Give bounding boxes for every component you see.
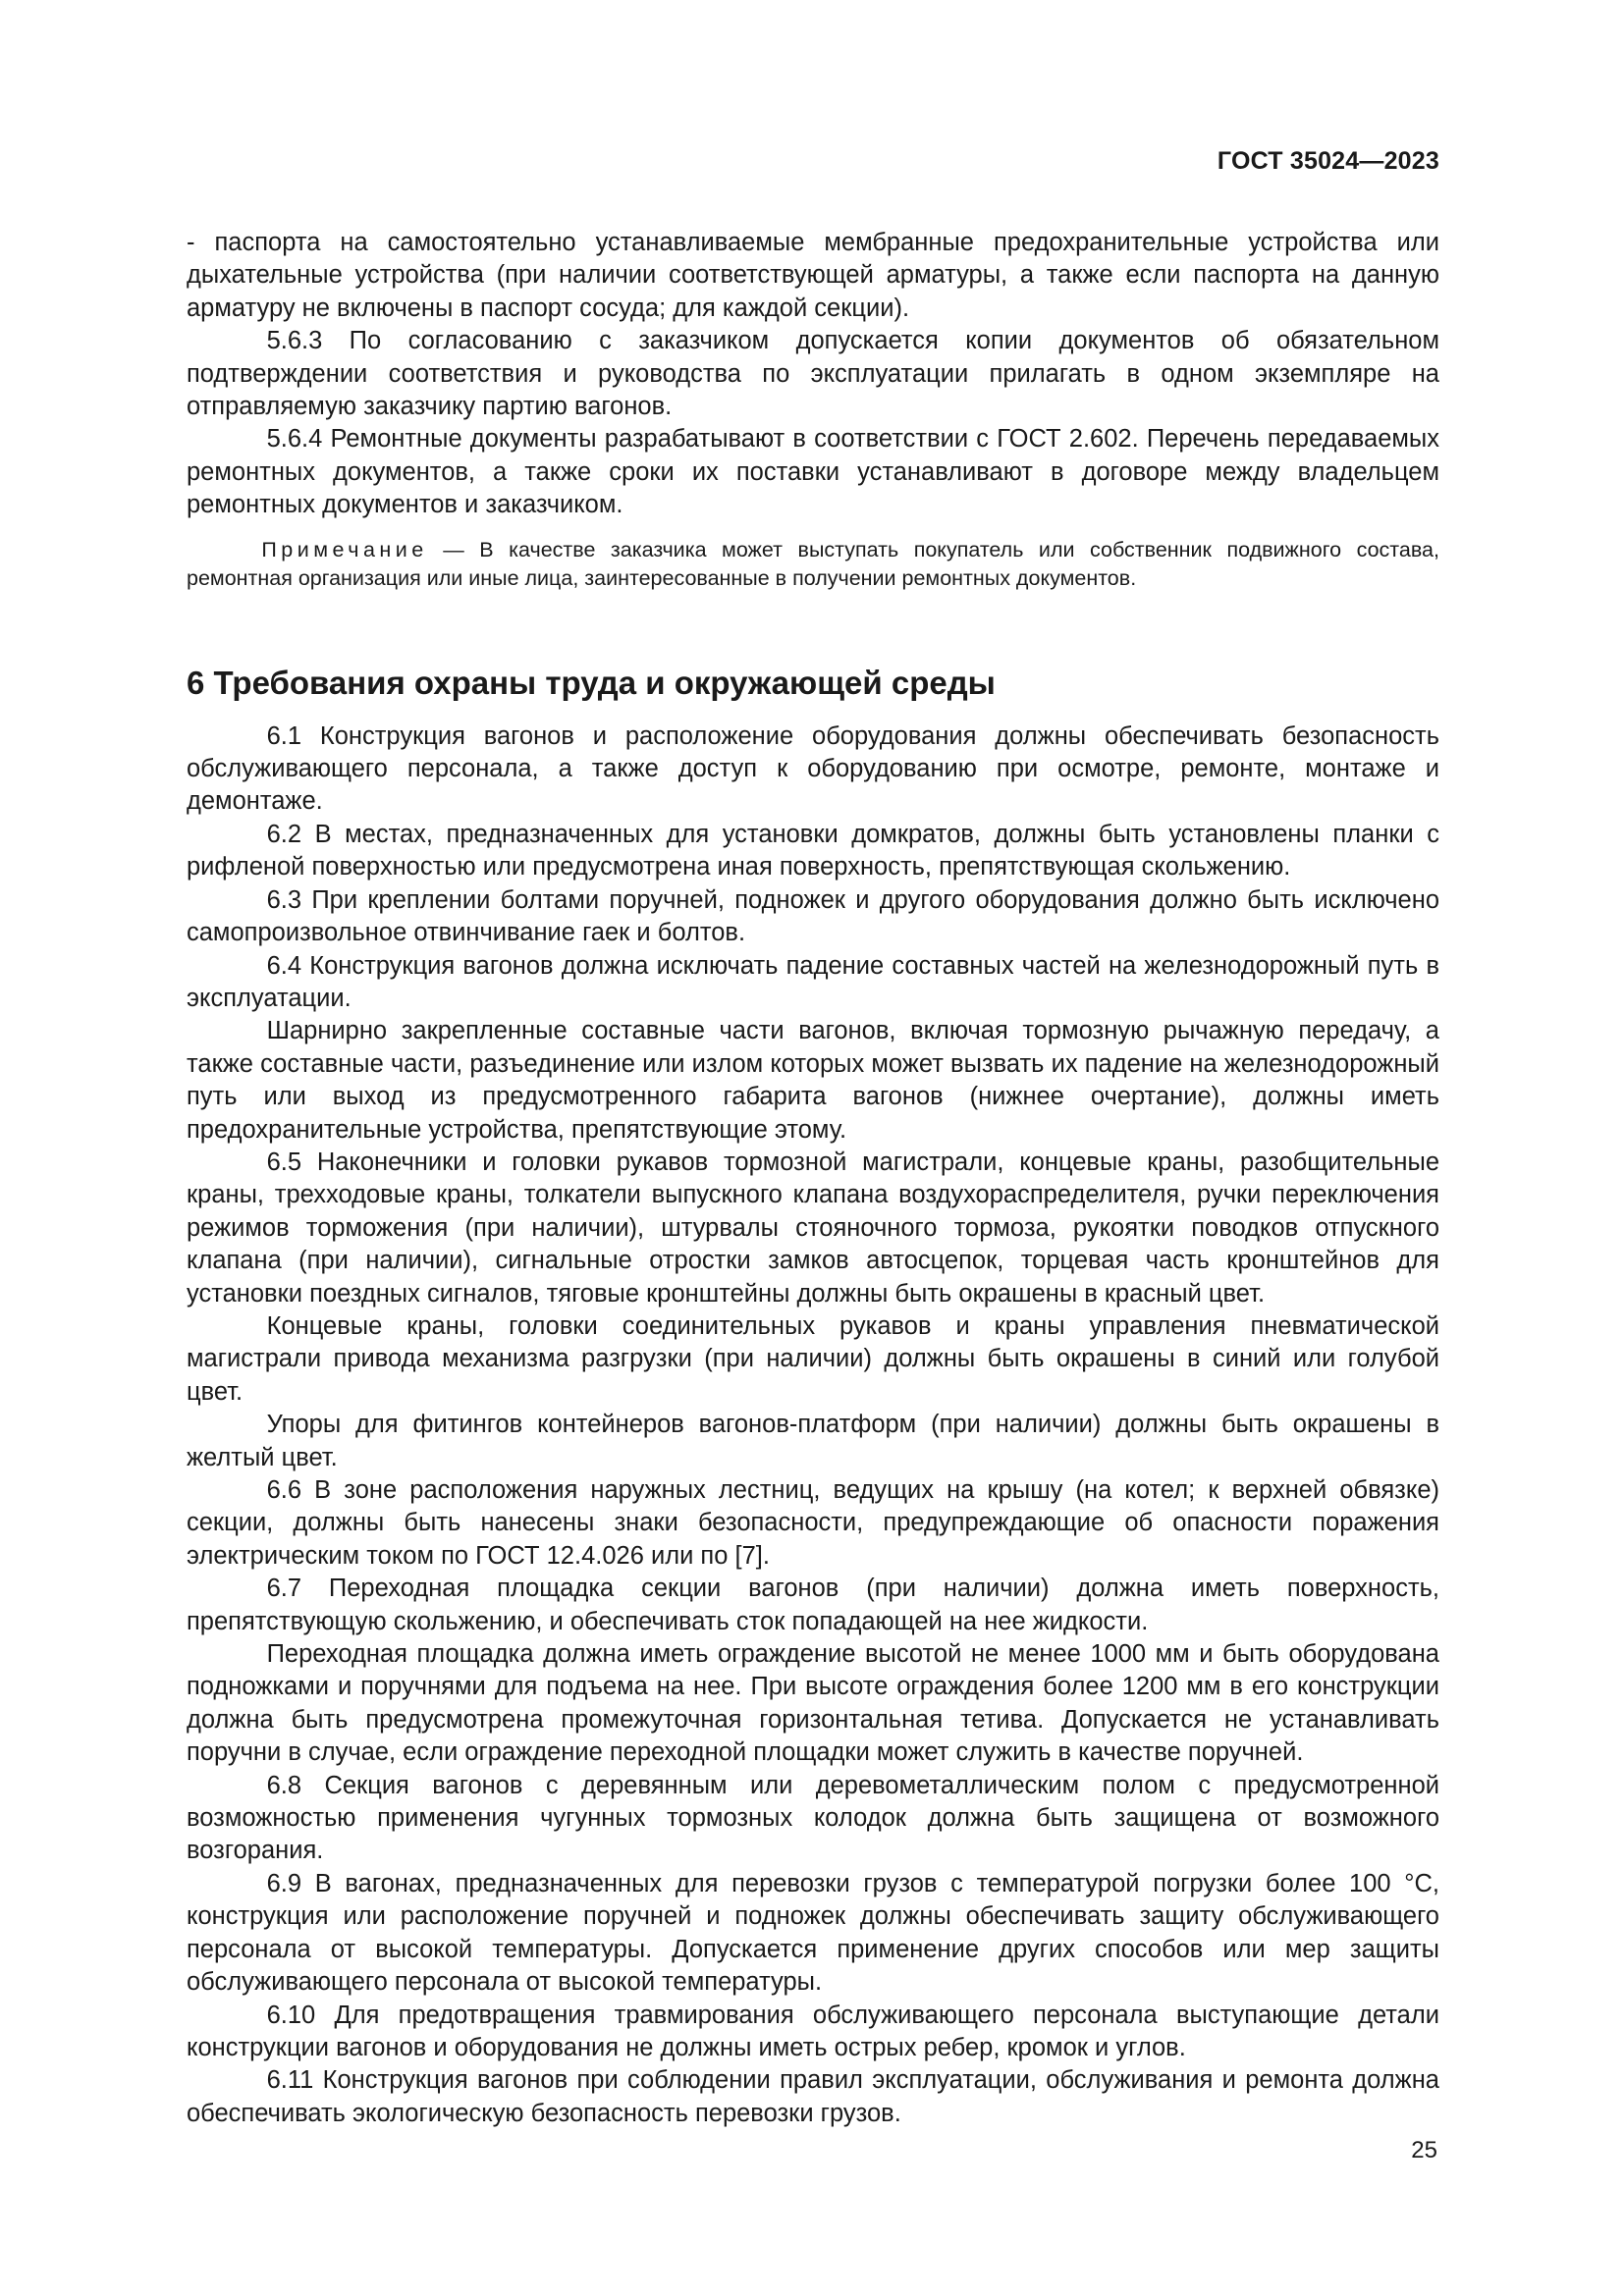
paragraph-6-3: 6.3 При креплении болтами поручней, подножек и другого оборудования должно быть исключено самопроизвольное отвинчивание гаек и болтов.	[187, 885, 1439, 947]
note-block	[187, 536, 1439, 593]
paragraph-6-5-end-cranes: Концевые краны, головки соединительных рукавов и краны управления пневматической магистрали привода механизма разгрузки (при наличии) должны быть окрашены в синий или голубой цвет.	[187, 1311, 1439, 1406]
paragraph-6-10: 6.10 Для предотвращения травмирования обслуживающего персонала выступающие детали конструкции вагонов и оборудования не должны иметь острых ребер, кромок и углов.	[187, 2001, 1439, 2061]
note-label: Примечание	[261, 537, 428, 561]
page-number: 25	[1411, 2137, 1437, 2163]
paragraph-6-1: 6.1 Конструкция вагонов и расположение оборудования должны обеспечивать безопасность обслуживающего персонала, а также доступ к оборудованию при осмотре, ремонте, монтаже и демонтаже.	[187, 721, 1439, 816]
paragraph-6-7: 6.7 Переходная площадка секции вагонов (при наличии) должна иметь поверхность, препятствующую скольжению, и обеспечивать сток попадающей на нее жидкости.	[187, 1575, 1439, 1635]
paragraph-6-7-railing: Переходная площадка должна иметь ограждение высотой не менее 1000 мм и быть оборудована подножками и поручнями для подъема на нее. При высоте ограждения более 1200 мм в его конструкции должна быть предусмотрена промежуточная горизонтальная тетива. Допускается не устанавливать поручни в случае, если ограждение переходной площадки может служить в качестве поручней.	[187, 1640, 1439, 1767]
section-6-title: 6 Требования охраны труда и окружающей среды	[187, 664, 996, 701]
paragraph-6-9: 6.9 В вагонах, предназначенных для перевозки грузов с температурой погрузки более 100 °С, конструкция или расположение поручней и подножек должны обеспечивать защиту обслуживающего персонала от высокой температуры. Допускается применение других способов или мер защиты обслуживающего персонала от высокой температуры.	[187, 1869, 1439, 1997]
paragraph-6-5: 6.5 Наконечники и головки рукавов тормозной магистрали, концевые краны, разобщительные краны, трехходовые краны, толкатели выпускного клапана воздухораспределителя, ручки переключения режимов торможения (при наличии), штурвалы стояночного тормоза, рукоятки поводков отпускного клапана (при наличии), сигнальные отростки замков автосцепок, торцевая часть кронштейнов для установки поездных сигналов, тяговые кронштейны должны быть окрашены в красный цвет.	[187, 1148, 1439, 1308]
paragraph-5-6-3: 5.6.3 По согласованию с заказчиком допускается копии документов об обязательном подтверждении соответствия и руководства по эксплуатации прилагать в одном экземпляре на отправляемую заказчику партию вагонов.	[187, 327, 1439, 421]
paragraph-6-4-hinged-parts: Шарнирно закрепленные составные части вагонов, включая тормозную рычажную передачу, а также составные части, разъединение или излом которых может вызвать их падение на железнодорожный путь или выход из предусмотренного габарита вагонов (нижнее очертание), должны иметь предохранительные устройства, препятствующие этому.	[187, 1017, 1439, 1144]
paragraph-6-4: 6.4 Конструкция вагонов должна исключать падение составных частей на железнодорожный путь в эксплуатации.	[187, 951, 1439, 1012]
paragraph-6-11: 6.11 Конструкция вагонов при соблюдении правил эксплуатации, обслуживания и ремонта должна обеспечивать экологическую безопасность перевозки грузов.	[187, 2066, 1439, 2127]
document-header-id: ГОСТ 35024—2023	[1217, 147, 1439, 175]
document-body	[187, 227, 1439, 2130]
paragraph-6-6: 6.6 В зоне расположения наружных лестниц, ведущих на крышу (на котел; к верхней обвязке) секции, должны быть нанесены знаки безопасности, предупреждающие об опасности поражения электрическим током по ГОСТ 12.4.026 или по [7].	[187, 1476, 1439, 1570]
paragraph-6-2: 6.2 В местах, предназначенных для установки домкратов, должны быть установлены планки с рифленой поверхностью или предусмотрена иная поверхность, препятствующая скольжению.	[187, 820, 1439, 881]
paragraph-5-6-4: 5.6.4 Ремонтные документы разрабатывают в соответствии с ГОСТ 2.602. Перечень передаваемых ремонтных документов, а также сроки их поставки устанавливают в договоре между владельцем ремонтных документов и заказчиком.	[187, 425, 1439, 519]
paragraph-6-8: 6.8 Секция вагонов с деревянным или деревометаллическим полом с предусмотренной возможностью применения чугунных тормозных колодок должна быть защищена от возможного возгорания.	[187, 1771, 1439, 1865]
paragraph-6-5-fitting-stops: Упоры для фитингов контейнеров вагонов-платформ (при наличии) должны быть окрашены в желтый цвет.	[187, 1411, 1439, 1471]
note-text: — В качестве заказчика может выступать покупатель или собственник подвижного состава, ремонтная организация или иные лица, заинтересованные в получении ремонтных документов.	[187, 537, 1439, 590]
paragraph-passport-item: - паспорта на самостоятельно устанавливаемые мембранные предохранительные устройства или дыхательные устройства (при наличии соответствующей арматуры, а также если паспорта на данную арматуру не включены в паспорт сосуда; для каждой секции).	[187, 229, 1439, 322]
